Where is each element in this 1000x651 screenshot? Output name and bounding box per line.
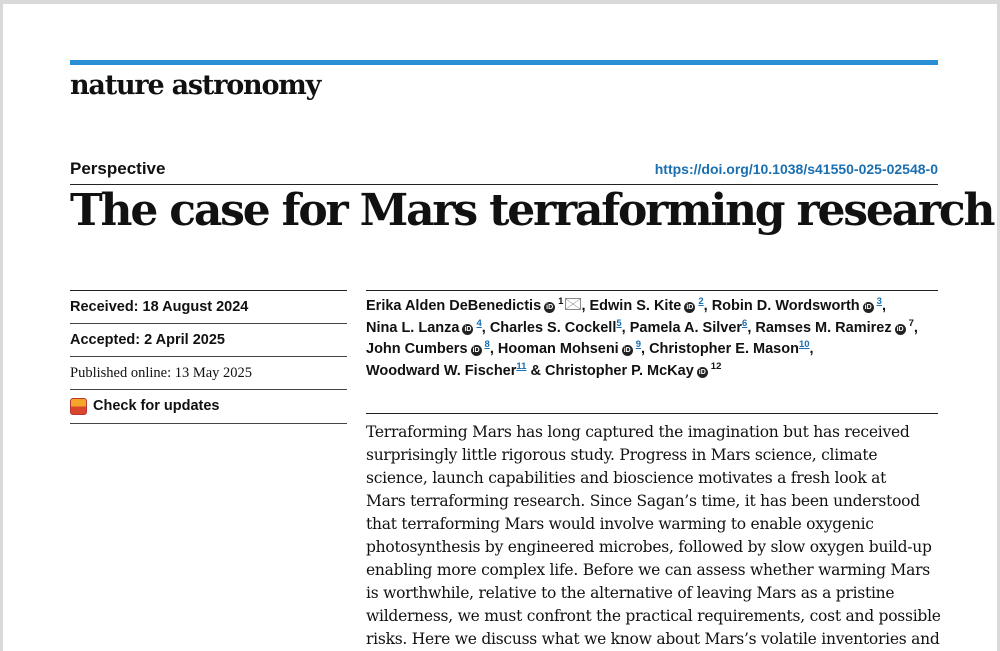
author — [649, 341, 813, 357]
check-for-updates-button[interactable] — [70, 390, 347, 424]
affiliation-marker[interactable]: 9 — [635, 339, 642, 351]
author-name: Robin D. Wordsworth — [711, 298, 860, 314]
orcid-icon[interactable]: iD — [464, 325, 472, 333]
author — [366, 317, 486, 336]
author-separator: , — [641, 341, 646, 358]
orcid-icon[interactable]: iD — [698, 368, 706, 376]
article-dates — [70, 291, 347, 424]
author-separator: , — [913, 319, 918, 336]
author-separator: , — [489, 341, 494, 358]
author-name: Christopher E. Mason — [649, 341, 799, 358]
affiliation-marker[interactable]: 11 — [516, 360, 527, 372]
author-separator: , — [703, 298, 708, 314]
abstract-line: science, launch capabilities and bioscience motivates a fresh look at — [366, 469, 887, 487]
affiliation-marker[interactable]: 2 — [698, 296, 704, 308]
author-name: Nina L. Lanza — [366, 319, 460, 336]
affiliation-marker[interactable]: 12 — [710, 360, 722, 372]
author-name: Pamela A. Silver — [629, 319, 743, 336]
abstract-line: that terraforming Mars would involve warming to enable oxygenic — [366, 515, 874, 533]
author-name: Woodward W. Fischer — [366, 362, 517, 379]
journal-accent-rule — [70, 60, 938, 65]
orcid-icon[interactable]: iD — [896, 325, 904, 333]
abstract-line: is worthwhile, relative to the alternative of leaving Mars as a pristine — [366, 584, 895, 602]
author — [590, 298, 708, 314]
article-type: Perspective — [70, 159, 166, 178]
accepted-date: Accepted: 2 April 2025 — [70, 324, 347, 357]
author — [755, 317, 918, 336]
published-date: Published online: 13 May 2025 — [70, 357, 347, 390]
authors-top-rule — [366, 290, 938, 291]
author-separator: & — [526, 362, 541, 379]
author — [498, 341, 645, 357]
affiliation-marker[interactable]: 8 — [484, 339, 490, 351]
received-date: Received: 18 August 2024 — [70, 291, 347, 324]
affiliation-marker[interactable]: 1 — [558, 296, 564, 308]
author — [366, 360, 541, 379]
journal-name: nature astronomy — [70, 70, 321, 101]
orcid-icon[interactable]: iD — [472, 347, 480, 355]
doi-link[interactable]: https://doi.org/10.1038/s41550-025-02548-0 — [654, 161, 938, 177]
article-title: The case for Mars terraforming research — [70, 185, 994, 236]
abstract-line: Terraforming Mars has long captured the imagination but has received — [366, 423, 910, 441]
author-name: Christopher P. McKay — [544, 362, 694, 379]
affiliation-marker[interactable]: 6 — [742, 317, 748, 329]
author — [629, 317, 752, 336]
author — [712, 298, 886, 314]
author-separator: , — [481, 319, 486, 336]
article-page — [3, 4, 997, 651]
author-separator: , — [747, 319, 752, 336]
author — [544, 360, 722, 379]
abstract-line: photosynthesis by engineered microbes, followed by slow oxygen build-up — [366, 538, 932, 556]
author-name: Erika Alden DeBenedictis — [366, 298, 542, 314]
affiliation-marker[interactable]: 4 — [476, 317, 482, 329]
affiliation-marker[interactable]: 5 — [616, 317, 622, 329]
abstract-line: surprisingly little rigorous study. Progress in Mars science, climate — [366, 446, 878, 464]
affiliation-marker[interactable]: 3 — [876, 296, 882, 308]
abstract — [366, 421, 941, 651]
author-separator: , — [621, 319, 626, 336]
author-name: Hooman Mohseni — [497, 341, 619, 358]
email-icon[interactable] — [565, 298, 581, 310]
author — [489, 317, 626, 336]
author-name: Ramses M. Ramirez — [755, 319, 892, 336]
author-separator: , — [581, 298, 586, 314]
check-updates-label: Check for updates — [93, 398, 220, 414]
author — [366, 298, 585, 314]
affiliation-marker[interactable]: 7 — [908, 317, 914, 329]
author-name: Edwin S. Kite — [589, 298, 682, 314]
abstract-line: risks. Here we discuss what we know about Mars’s volatile inventories and — [366, 630, 940, 648]
orcid-icon[interactable]: iD — [546, 304, 554, 311]
author-name: John Cumbers — [366, 341, 468, 358]
author-name: Charles S. Cockell — [489, 319, 617, 336]
check-updates-icon — [70, 398, 87, 415]
orcid-icon[interactable]: iD — [686, 304, 694, 311]
orcid-icon[interactable]: iD — [623, 347, 631, 355]
abstract-line: wilderness, we must confront the practical requirements, cost and possible — [366, 607, 941, 625]
author-list — [366, 296, 941, 382]
affiliation-marker[interactable]: 10 — [798, 339, 810, 351]
author-separator: , — [881, 298, 886, 314]
abstract-line: Mars terraforming research. Since Sagan’s time, it has been understood — [366, 492, 920, 510]
author-separator: , — [809, 341, 814, 358]
abstract-top-rule — [366, 413, 938, 414]
author — [366, 341, 494, 357]
orcid-icon[interactable]: iD — [864, 304, 872, 311]
abstract-line: enabling more complex life. Before we can assess whether warming Mars — [366, 561, 930, 579]
